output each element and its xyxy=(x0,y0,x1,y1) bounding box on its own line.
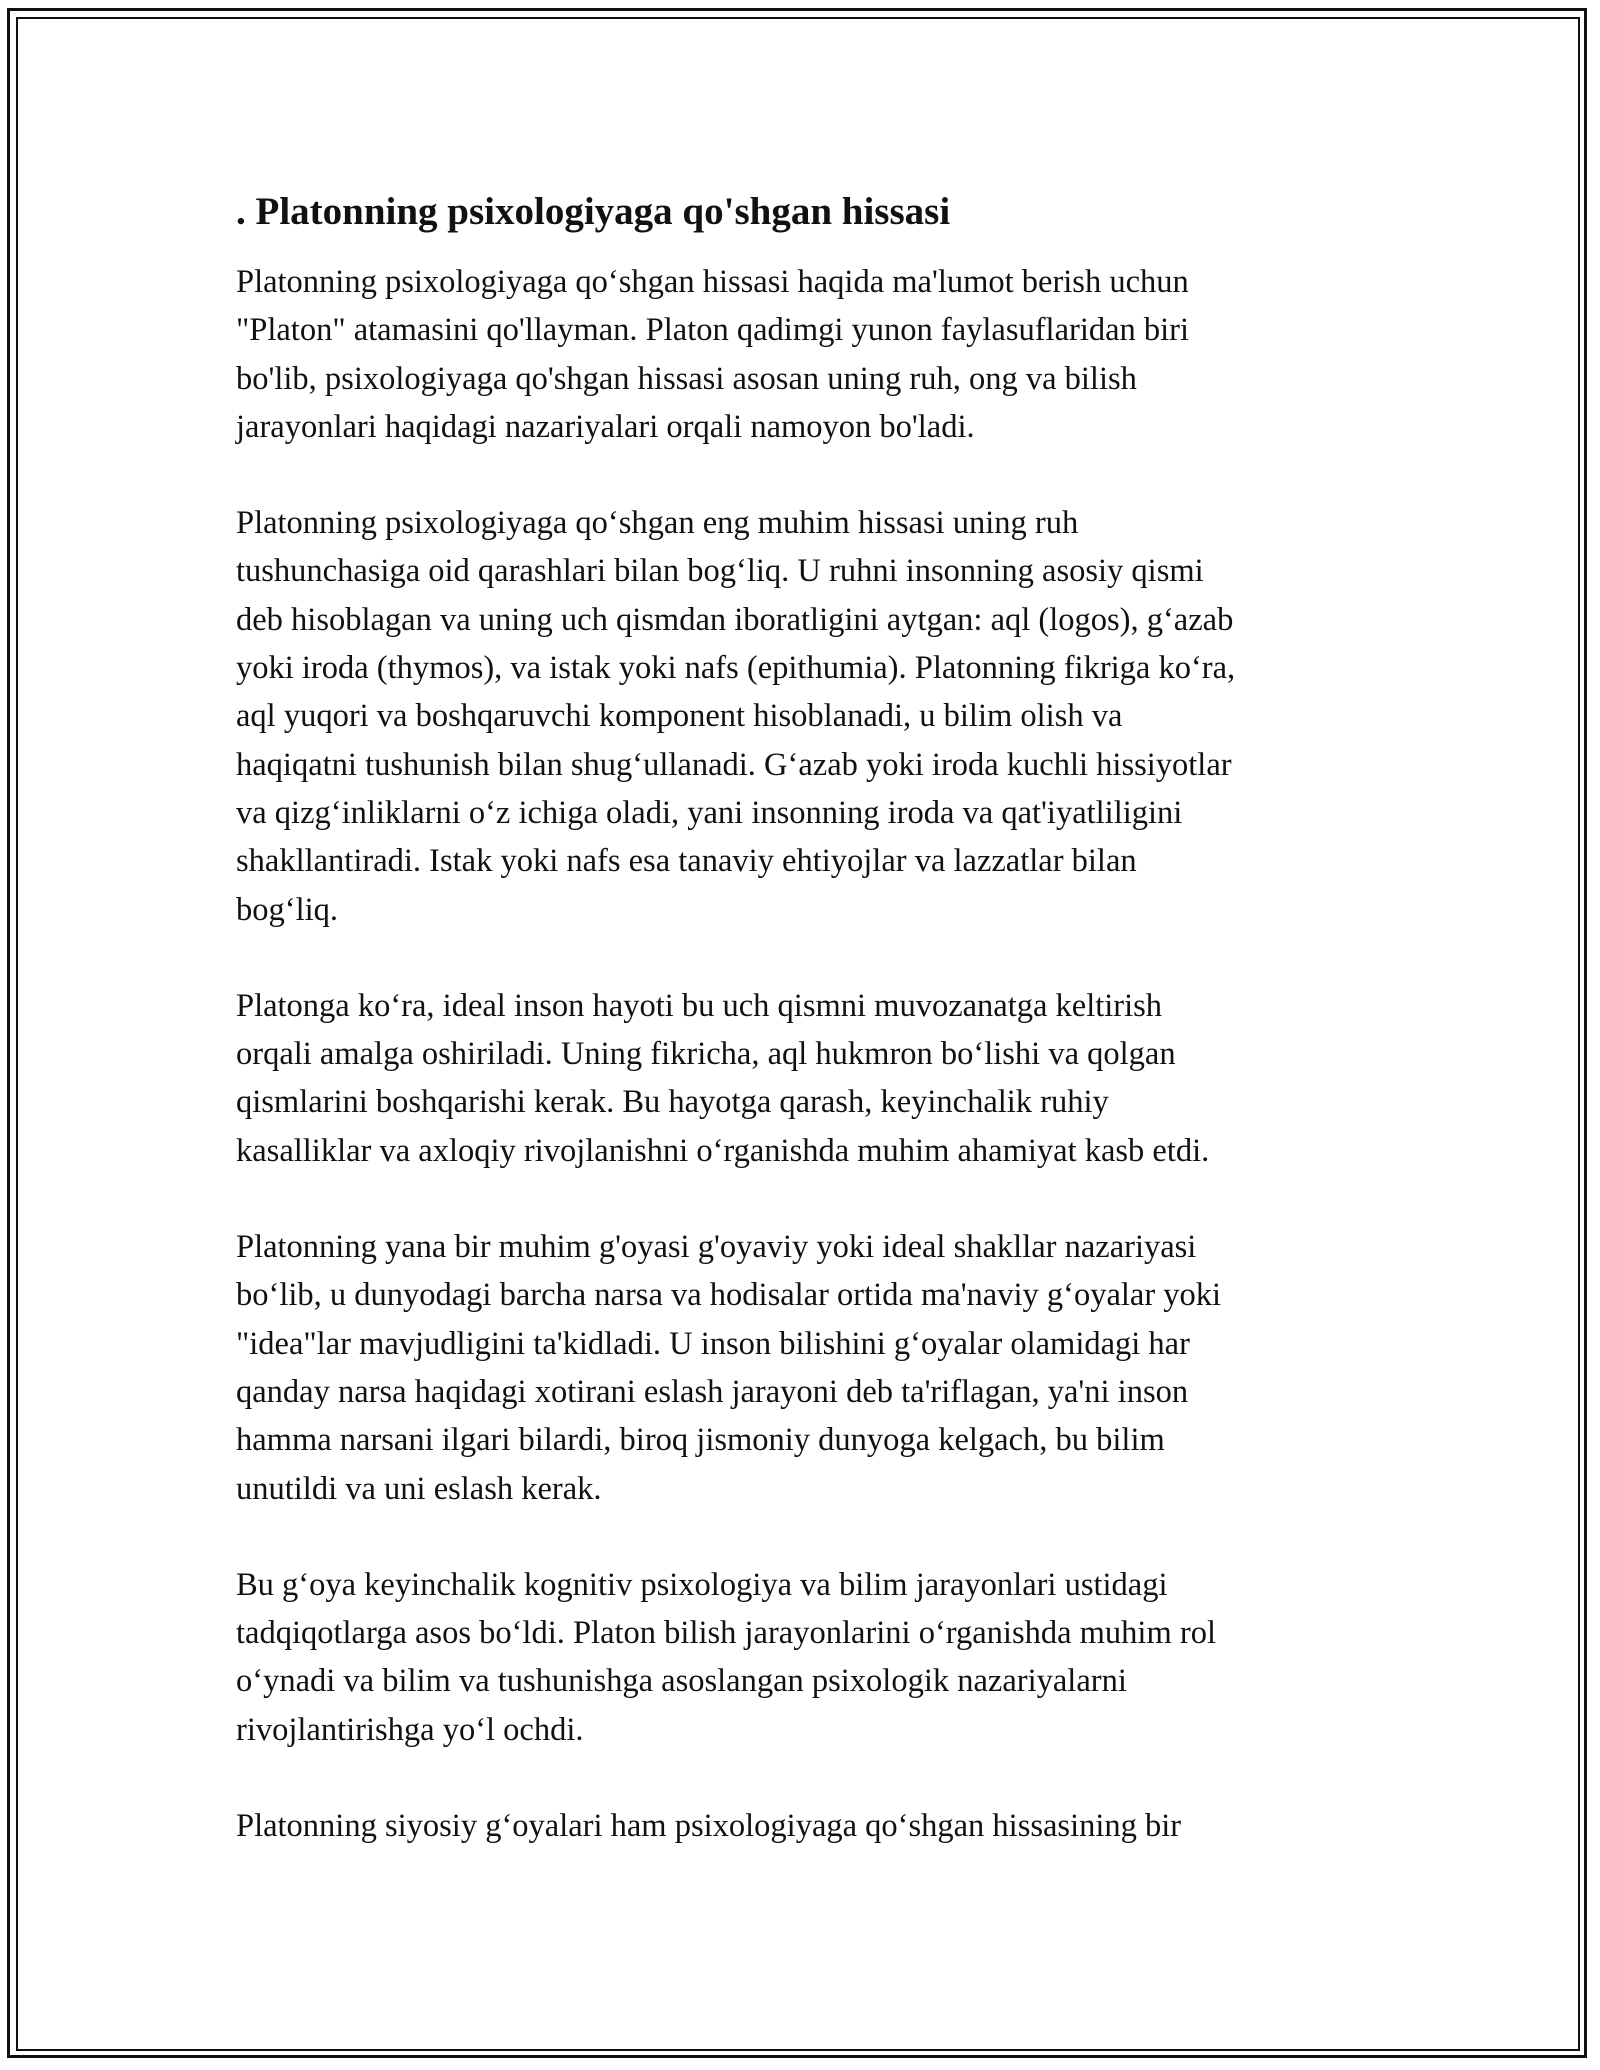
paragraph-line: bo‘lib, u dunyodagi barcha narsa va hodisalar ortida ma'naviy g‘oyalar yoki xyxy=(236,1277,1222,1314)
paragraph-line: haqiqatni tushunish bilan shug‘ullanadi. G‘azab yoki iroda kuchli hissiyotlar xyxy=(236,746,1232,783)
paragraph-line: bo'lib, psixologiyaga qo'shgan hissasi asosan uning ruh, ong va bilish xyxy=(236,360,1137,397)
paragraph-line: orqali amalga oshiriladi. Uning fikricha, aql hukmron bo‘lishi va qolgan xyxy=(236,1036,1176,1073)
paragraph-line: Platonning psixologiyaga qo‘shgan eng muhim hissasi uning ruh xyxy=(236,505,1079,542)
paragraph-line: shakllantiradi. Istak yoki nafs esa tanaviy ehtiyojlar va lazzatlar bilan xyxy=(236,843,1137,880)
paragraph-line: Platonning siyosiy g‘oyalari ham psixologiyaga qo‘shgan hissasining bir xyxy=(236,1808,1182,1845)
paragraph-line: aql yuqori va boshqaruvchi komponent hisoblanadi, u bilim olish va xyxy=(236,698,1123,735)
paragraph-6 xyxy=(236,1802,1366,1850)
paragraph-line: rivojlantirishga yo‘l ochdi. xyxy=(236,1711,584,1748)
paragraph-list xyxy=(236,258,1366,1850)
paragraph-line: "idea"lar mavjudligini ta'kidladi. U inson bilishini g‘oyalar olamidagi har xyxy=(236,1325,1190,1362)
paragraph-line: qanday narsa haqidagi xotirani eslash jarayoni deb ta'riflagan, ya'ni inson xyxy=(236,1373,1189,1410)
paragraph-line: "Platon" atamasini qo'llayman. Platon qadimgi yunon faylasuflaridan biri xyxy=(236,312,1190,349)
paragraph-line: Bu g‘oya keyinchalik kognitiv psixologiya va bilim jarayonlari ustidagi xyxy=(236,1566,1168,1603)
paragraph-line: deb hisoblagan va uning uch qismdan iboratligini aytgan: aql (logos), g‘azab xyxy=(236,601,1234,638)
paragraph-line: qismlarini boshqarishi kerak. Bu hayotga qarash, keyinchalik ruhiy xyxy=(236,1084,1109,1121)
paragraph-line: va qizg‘inliklarni o‘z ichiga oladi, yani insonning iroda va qat'iyatliligini xyxy=(236,794,1183,831)
paragraph-line: o‘ynadi va bilim va tushunishga asoslangan psixologik nazariyalarni xyxy=(236,1663,1127,1700)
paragraph-line: hamma narsani ilgari bilardi, biroq jismoniy dunyoga kelgach, bu bilim xyxy=(236,1422,1165,1459)
paragraph-5 xyxy=(236,1561,1366,1754)
paragraph-4 xyxy=(236,1223,1366,1513)
paragraph-line: jarayonlari haqidagi nazariyalari orqali namoyon bo'ladi. xyxy=(236,408,975,445)
paragraph-2 xyxy=(236,499,1366,934)
paragraph-line: bog‘liq. xyxy=(236,891,339,928)
document-body xyxy=(236,186,1366,1898)
paragraph-line: yoki iroda (thymos), va istak yoki nafs (epithumia). Platonning fikriga ko‘ra, xyxy=(236,650,1236,687)
paragraph-line: tadqiqotlarga asos bo‘ldi. Platon bilish jarayonlarini o‘rganishda muhim rol xyxy=(236,1615,1216,1652)
paragraph-line: Platonga ko‘ra, ideal inson hayoti bu uch qismni muvozanatga keltirish xyxy=(236,987,1163,1024)
paragraph-line: unutildi va uni eslash kerak. xyxy=(236,1470,602,1507)
paragraph-1 xyxy=(236,258,1366,451)
paragraph-line: Platonning yana bir muhim g'oyasi g'oyaviy yoki ideal shakllar nazariyasi xyxy=(236,1229,1197,1266)
document-heading: . Platonning psixologiyaga qo'shgan hissasi xyxy=(236,190,951,233)
paragraph-3 xyxy=(236,982,1366,1175)
paragraph-line: kasalliklar va axloqiy rivojlanishni o‘rganishda muhim ahamiyat kasb etdi. xyxy=(236,1132,1210,1169)
paragraph-line: Platonning psixologiyaga qo‘shgan hissasi haqida ma'lumot berish uchun xyxy=(236,264,1189,300)
paragraph-line: tushunchasiga oid qarashlari bilan bog‘liq. U ruhni insonning asosiy qismi xyxy=(236,553,1204,590)
